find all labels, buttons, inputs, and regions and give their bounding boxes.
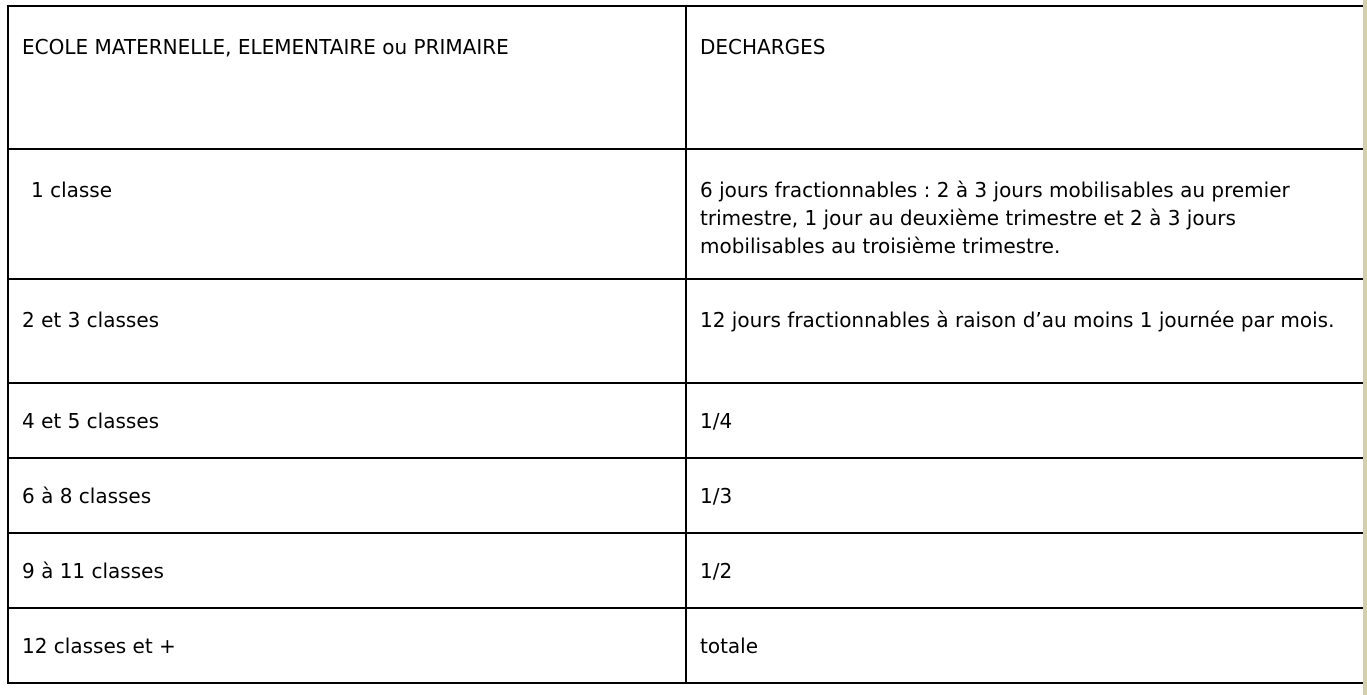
classes-cell: 4 et 5 classes xyxy=(8,383,686,458)
decharge-cell: 1/3 xyxy=(686,458,1364,533)
classes-cell: 1 classe xyxy=(8,149,686,279)
window-right-edge xyxy=(1363,0,1367,695)
header-cell-school-type: ECOLE MATERNELLE, ELEMENTAIRE ou PRIMAIRE xyxy=(8,6,686,149)
classes-cell: 2 et 3 classes xyxy=(8,279,686,383)
decharge-cell: 12 jours fractionnables à raison d’au moins 1 journée par mois. xyxy=(686,279,1364,383)
table-row xyxy=(8,608,1364,683)
decharge-cell: 1/2 xyxy=(686,533,1364,608)
classes-cell: 9 à 11 classes xyxy=(8,533,686,608)
table-row xyxy=(8,149,1364,279)
decharge-cell: 1/4 xyxy=(686,383,1364,458)
classes-cell: 6 à 8 classes xyxy=(8,458,686,533)
decharge-cell: 6 jours fractionnables : 2 à 3 jours mobilisables au premier trimestre, 1 jour au deuxième trimestre et 2 à 3 jours mobilisables au troisième trimestre. xyxy=(686,149,1364,279)
table-header-row xyxy=(8,6,1364,149)
classes-cell: 12 classes et + xyxy=(8,608,686,683)
table-row xyxy=(8,458,1364,533)
table-row xyxy=(8,279,1364,383)
decharges-table xyxy=(7,5,1365,684)
table-row xyxy=(8,383,1364,458)
header-cell-decharges: DECHARGES xyxy=(686,6,1364,149)
decharge-cell: totale xyxy=(686,608,1364,683)
table-row xyxy=(8,533,1364,608)
